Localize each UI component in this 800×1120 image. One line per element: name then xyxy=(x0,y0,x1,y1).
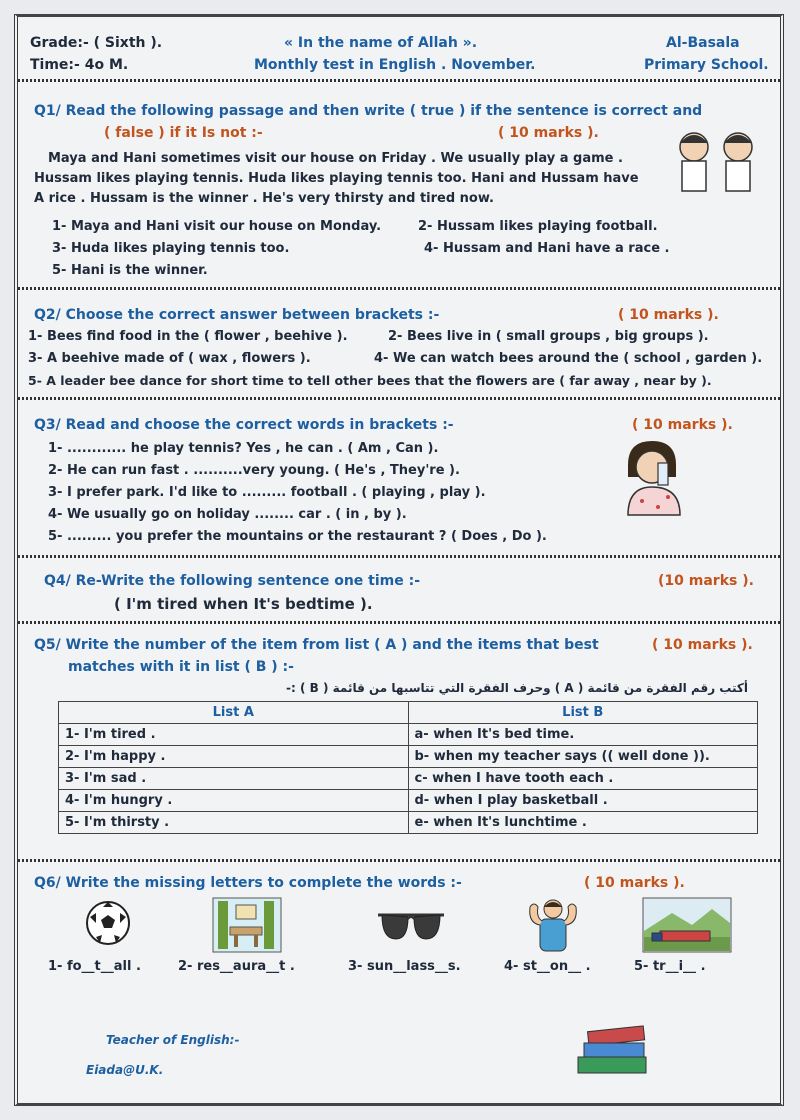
q1-marks: ( 10 marks ). xyxy=(498,125,599,141)
q6-word: 3- sun__lass__s. xyxy=(348,959,461,974)
q2-marks: ( 10 marks ). xyxy=(618,307,719,323)
table-row xyxy=(59,746,758,768)
q6-word: 1- fo__t__all . xyxy=(48,959,141,974)
q1-item: 3- Huda likes playing tennis too. xyxy=(52,241,290,256)
table-row xyxy=(59,812,758,834)
q6-instruction: Q6/ Write the missing letters to complete the words :- xyxy=(34,875,462,891)
teacher-label: Teacher of English:- xyxy=(106,1033,240,1047)
list-a-item: 4- I'm hungry . xyxy=(59,790,409,812)
divider xyxy=(18,287,780,290)
list-b-item: a- when It's bed time. xyxy=(408,724,758,746)
books-picture xyxy=(574,1025,654,1077)
q1-item: 1- Maya and Hani visit our house on Monday. xyxy=(52,219,382,234)
q3-marks: ( 10 marks ). xyxy=(632,417,733,433)
list-b-item: c- when I have tooth each . xyxy=(408,768,758,790)
table-row xyxy=(59,790,758,812)
q4-sentence: ( I'm tired when It's bedtime ). xyxy=(114,595,373,613)
q1-instruction: Q1/ Read the following passage and then write ( true ) if the sentence is correct and xyxy=(34,103,703,119)
q3-item: 4- We usually go on holiday ........ car . ( in , by ). xyxy=(48,507,407,522)
divider xyxy=(18,859,780,862)
q1-item: 4- Hussam and Hani have a race . xyxy=(424,241,670,256)
q3-item: 3- I prefer park. I'd like to ......... football . ( playing , play ). xyxy=(48,485,486,500)
q3-item: 1- ............ he play tennis? Yes , he can . ( Am , Can ). xyxy=(48,441,439,456)
q2-item: 2- Bees live in ( small groups , big groups ). xyxy=(388,329,709,344)
q1-item: 5- Hani is the winner. xyxy=(52,263,208,278)
list-a-item: 3- I'm sad . xyxy=(59,768,409,790)
two-boys-picture xyxy=(668,123,768,195)
list-a-item: 5- I'm thirsty . xyxy=(59,812,409,834)
q1-passage-line: A rice . Hussam is the winner . He's very thirsty and tired now. xyxy=(34,191,494,206)
table-row xyxy=(59,768,758,790)
q5-instruction: Q5/ Write the number of the item from list ( A ) and the items that best xyxy=(34,637,599,653)
divider xyxy=(18,79,780,82)
q1-passage-line: Maya and Hani sometimes visit our house on Friday . We usually play a game . xyxy=(48,151,623,166)
q1-passage-line: Hussam likes playing tennis. Huda likes playing tennis too. Hani and Hussam have xyxy=(34,171,639,186)
q2-item: 5- A leader bee dance for short time to tell other bees that the flowers are ( far away , near by ). xyxy=(28,373,712,388)
school-name: Al-Basala xyxy=(666,35,740,51)
divider xyxy=(18,397,780,400)
q5-arabic-instruction: أكتب رقم الفقرة من قائمة ( A ) وحرف الفقرة التي تتاسبها من قائمة ( B ) :- xyxy=(286,681,748,695)
list-a-item: 1- I'm tired . xyxy=(59,724,409,746)
test-title: Monthly test in English . November. xyxy=(254,57,536,73)
sunglasses-picture xyxy=(376,909,446,945)
exam-sheet xyxy=(14,14,784,1106)
list-b-item: e- when It's lunchtime . xyxy=(408,812,758,834)
divider xyxy=(18,621,780,624)
q6-word: 4- st__on__ . xyxy=(504,959,591,974)
strong-man-picture xyxy=(524,895,582,955)
matching-table xyxy=(58,701,758,834)
q2-item: 3- A beehive made of ( wax , flowers ). xyxy=(28,351,311,366)
q4-instruction: Q4/ Re-Write the following sentence one time :- xyxy=(44,573,421,589)
train-picture xyxy=(642,897,732,953)
q3-instruction: Q3/ Read and choose the correct words in brackets :- xyxy=(34,417,454,433)
football-picture xyxy=(84,899,132,947)
q3-item: 5- ......... you prefer the mountains or the restaurant ? ( Does , Do ). xyxy=(48,529,547,544)
school-type: Primary School. xyxy=(644,57,769,73)
girl-drinking-picture xyxy=(618,437,690,517)
q5-marks: ( 10 marks ). xyxy=(652,637,753,653)
list-a-header: List A xyxy=(59,702,409,724)
list-b-item: b- when my teacher says (( well done )). xyxy=(408,746,758,768)
time-label: Time:- 4o M. xyxy=(30,57,129,73)
q2-item: 1- Bees find food in the ( flower , beehive ). xyxy=(28,329,348,344)
q2-item: 4- We can watch bees around the ( school , garden ). xyxy=(374,351,763,366)
basmala: « In the name of Allah ». xyxy=(284,35,478,51)
divider xyxy=(18,555,780,558)
q1-instruction-b: ( false ) if it Is not :- xyxy=(104,125,263,141)
q3-item: 2- He can run fast . ..........very young. ( He's , They're ). xyxy=(48,463,460,478)
q2-instruction: Q2/ Choose the correct answer between brackets :- xyxy=(34,307,440,323)
list-a-item: 2- I'm happy . xyxy=(59,746,409,768)
q4-marks: (10 marks ). xyxy=(658,573,754,589)
teacher-signature: Eiada@U.K. xyxy=(86,1063,164,1077)
q6-marks: ( 10 marks ). xyxy=(584,875,685,891)
q6-word: 2- res__aura__t . xyxy=(178,959,295,974)
q1-item: 2- Hussam likes playing football. xyxy=(418,219,658,234)
q6-word: 5- tr__i__ . xyxy=(634,959,706,974)
list-b-header: List B xyxy=(408,702,758,724)
list-b-item: d- when I play basketball . xyxy=(408,790,758,812)
grade-label: Grade:- ( Sixth ). xyxy=(30,35,163,51)
q5-instruction-b: matches with it in list ( B ) :- xyxy=(68,659,294,675)
table-row xyxy=(59,724,758,746)
restaurant-picture xyxy=(212,897,282,953)
